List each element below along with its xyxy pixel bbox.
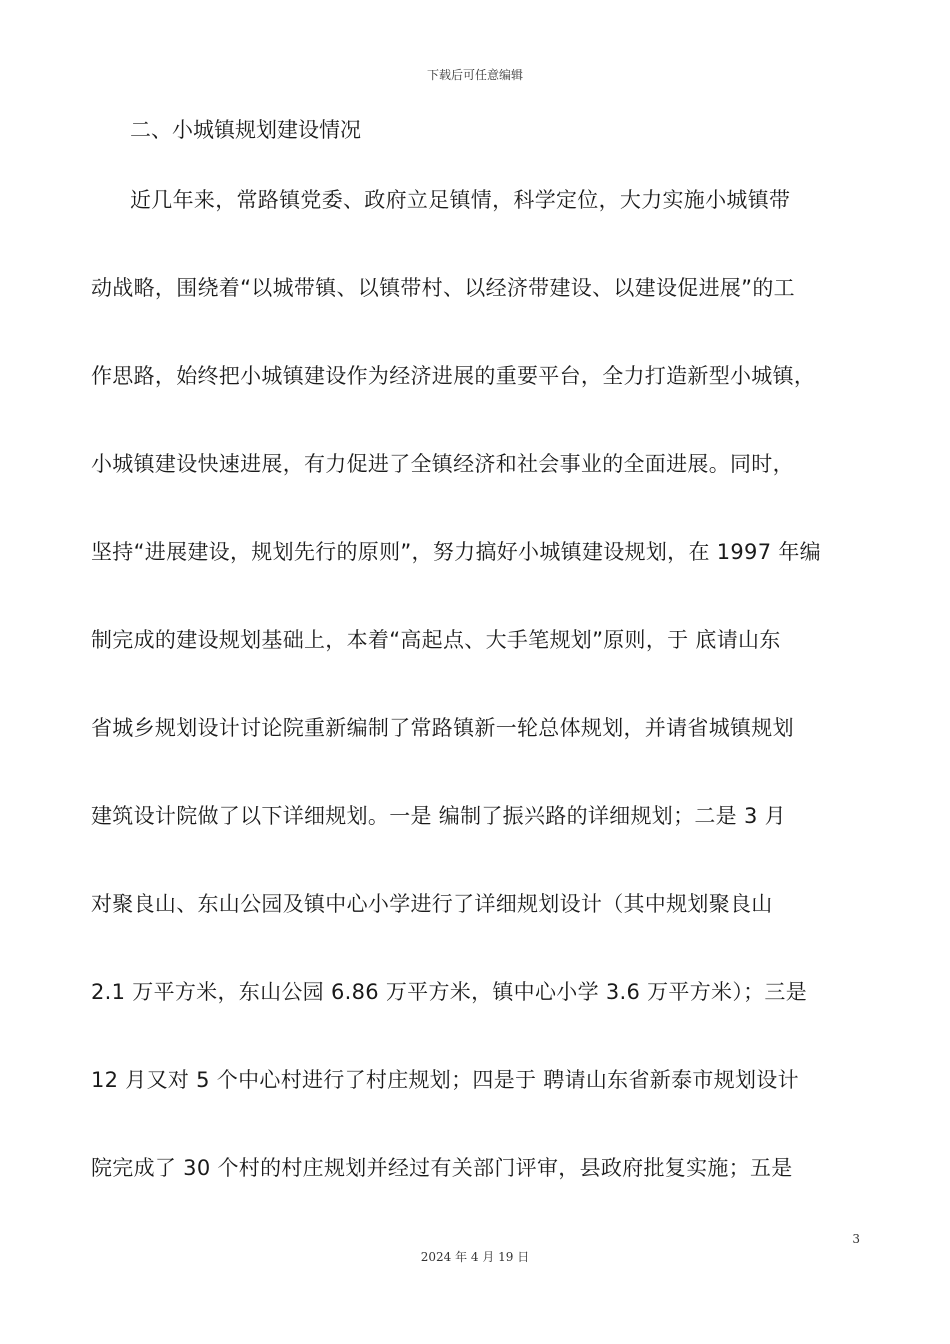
body-line: 坚持“进展建设，规划先行的原则”，努力搞好小城镇建设规划，在 1997 年编 bbox=[91, 540, 821, 564]
footer-date: 2024 年 4 月 19 日 bbox=[420, 1250, 530, 1264]
header-note: 下载后可任意编辑 bbox=[426, 68, 523, 82]
section-heading: 二、小城镇规划建设情况 bbox=[130, 118, 361, 142]
body-line: 动战略，围绕着“以城带镇、以镇带村、以经济带建设、以建设促进展”的工 bbox=[91, 276, 795, 300]
body-line: 近几年来，常路镇党委、政府立足镇情，科学定位，大力实施小城镇带 bbox=[130, 188, 791, 212]
body-text bbox=[91, 185, 871, 1241]
page-number: 3 bbox=[852, 1232, 860, 1246]
body-line: 12 月又对 5 个中心村进行了村庄规划；四是于 聘请山东省新泰市规划设计 bbox=[91, 1068, 799, 1092]
body-line: 对聚良山、东山公园及镇中心小学进行了详细规划设计（其中规划聚良山 bbox=[91, 892, 773, 916]
body-line: 小城镇建设快速进展，有力促进了全镇经济和社会事业的全面进展。同时， bbox=[91, 452, 794, 476]
body-line: 制完成的建设规划基础上，本着“高起点、大手笔规划”原则，于 底请山东 bbox=[91, 628, 781, 652]
body-line: 院完成了 30 个村的村庄规划并经过有关部门评审，县政府批复实施；五是 bbox=[91, 1156, 793, 1180]
body-line: 建筑设计院做了以下详细规划。一是 编制了振兴路的详细规划；二是 3 月 bbox=[91, 804, 786, 828]
body-line: 省城乡规划设计讨论院重新编制了常路镇新一轮总体规划，并请省城镇规划 bbox=[91, 716, 794, 740]
body-line: 作思路，始终把小城镇建设作为经济进展的重要平台，全力打造新型小城镇， bbox=[91, 364, 816, 388]
body-line: 2.1 万平方米，东山公园 6.86 万平方米，镇中心小学 3.6 万平方米）；三是 bbox=[91, 980, 808, 1004]
